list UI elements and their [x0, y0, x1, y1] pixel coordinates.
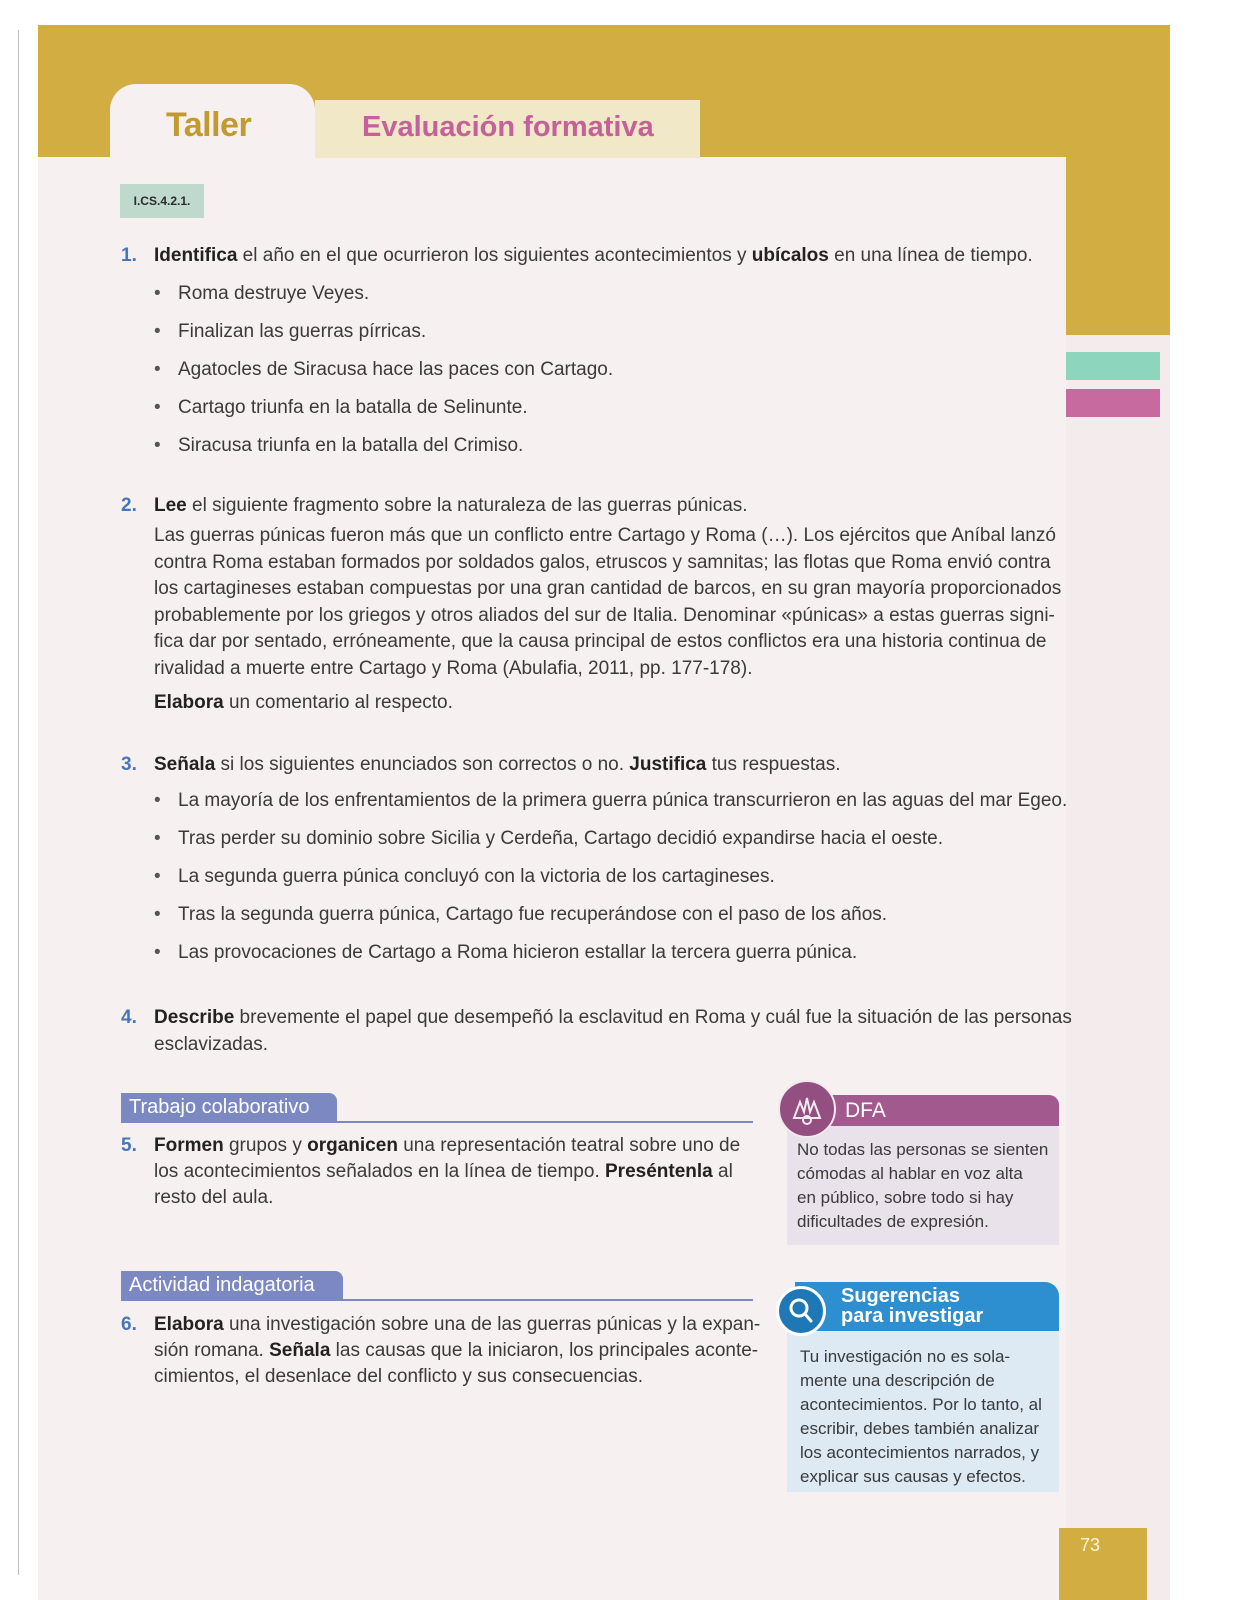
question-text: el siguiente fragmento sobre la naturaleza de las guerras púnicas. [186, 495, 748, 516]
magnifier-icon [776, 1286, 826, 1336]
hands-icon [778, 1080, 836, 1138]
verb: Justifica [629, 754, 707, 775]
verb: Lee [154, 495, 187, 516]
question-text: el año en el que ocurrieron los siguientes acontecimientos y [237, 245, 752, 266]
list-item: • La segunda guerra púnica concluyó con la victoria de los cartagineses. [154, 864, 1067, 902]
question-text: una investigación sobre una de las guerras púnicas y la expan- [223, 1314, 761, 1335]
actividad-indagatoria-heading: Actividad indagatoria [121, 1271, 343, 1300]
question-5 [121, 1133, 761, 1211]
question-text: grupos y [223, 1135, 308, 1156]
side-band [1066, 25, 1170, 335]
quote-line: rivalidad a muerte entre Cartago y Roma (Abulafia, 2011, pp. 177-178). [154, 657, 753, 679]
dfa-title: DFA [845, 1099, 886, 1122]
quote-line: probablemente por los griegos y otros aliados del sur de Italia. Denominar «púnicas» a estas guerras signi- [154, 604, 1055, 626]
dfa-line: dificultades de expresión. [797, 1212, 989, 1231]
list-item: • Cartago triunfa en la batalla de Selinunte. [154, 395, 613, 433]
question-number: 6. [121, 1314, 137, 1335]
question-text: sión romana. [154, 1340, 270, 1361]
question-text: las causas que la iniciaron, los principales aconte- [330, 1340, 759, 1361]
tab-evaluacion-label: Evaluación formativa [362, 111, 654, 143]
list-item: • Las provocaciones de Cartago a Roma hicieron estallar la tercera guerra púnica. [154, 940, 1067, 978]
trabajo-colaborativo-heading: Trabajo colaborativo [121, 1093, 337, 1122]
verb: ubícalos [751, 245, 829, 266]
question-text: un comentario al respecto. [223, 692, 453, 713]
verb: Elabora [154, 1314, 224, 1335]
list-item: • Agatocles de Siracusa hace las paces con Cartago. [154, 357, 613, 395]
list-item: • Finalizan las guerras pírricas. [154, 319, 613, 357]
question-text: en una línea de tiempo. [828, 245, 1033, 266]
verb: Formen [154, 1135, 224, 1156]
sugerencias-line: Tu investigación no es sola- [800, 1347, 1011, 1366]
sugerencias-line: mente una descripción de [800, 1371, 995, 1390]
sugerencias-line: escribir, debes también analizar [800, 1419, 1040, 1438]
question-2-task [154, 690, 453, 717]
sugerencias-text [800, 1345, 1042, 1489]
question-text: resto del aula. [154, 1187, 274, 1208]
tab-taller-label: Taller [166, 106, 252, 144]
sugerencias-line: los acontecimientos narrados, y [800, 1443, 1040, 1462]
sugerencias-line: explicar sus causas y efectos. [800, 1467, 1026, 1486]
question-4-line-2: esclavizadas. [154, 1034, 269, 1055]
dfa-line: No todas las personas se sienten [797, 1140, 1049, 1159]
list-item: • Siracusa triunfa en la batalla del Crimiso. [154, 433, 613, 471]
question-number: 5. [121, 1135, 137, 1156]
question-1 [121, 243, 1033, 269]
sugerencias-title-line: Sugerencias [841, 1285, 960, 1307]
list-item: • Roma destruye Veyes. [154, 281, 613, 319]
question-text: si los siguientes enunciados son correctos o no. [215, 754, 630, 775]
verb: Describe [154, 1007, 235, 1028]
quote-line: Las guerras púnicas fueron más que un conflicto entre Cartago y Roma (…). Los ejércitos que Aníbal lanzó [154, 525, 1056, 546]
sugerencias-line: acontecimientos. Por lo tanto, al [800, 1395, 1042, 1414]
page-edge-line [18, 30, 19, 1575]
question-number: 3. [121, 754, 137, 775]
question-4 [121, 1005, 1072, 1031]
question-text: brevemente el papel que desempeñó la esclavitud en Roma y cuál fue la situación de las personas [234, 1007, 1072, 1028]
teal-marker [1066, 352, 1160, 380]
list-item: • La mayoría de los enfrentamientos de la primera guerra púnica transcurrieron en las aguas del mar Egeo. [154, 788, 1067, 826]
question-3 [121, 752, 841, 778]
sugerencias-title [841, 1286, 983, 1326]
question-3-list [154, 788, 1067, 978]
pink-marker [1066, 389, 1160, 417]
verb: Elabora [154, 692, 224, 713]
question-number: 1. [121, 245, 137, 266]
question-text: cimientos, el desenlace del conflicto y sus consecuencias. [154, 1366, 643, 1387]
verb: Señala [154, 754, 216, 775]
section-rule [121, 1299, 753, 1301]
question-text: una representación teatral sobre uno de [397, 1135, 741, 1156]
quote-line: los cartagineses estaban compuestas por una gran cantidad de barcos, en su gran mayoría proporcionados [154, 578, 1062, 599]
question-text: tus respuestas. [706, 754, 841, 775]
question-text: los acontecimientos señalados en la línea de tiempo. [154, 1161, 605, 1182]
page-number-box [1059, 1528, 1147, 1600]
page-number: 73 [1080, 1535, 1101, 1555]
list-item: • Tras la segunda guerra púnica, Cartago fue recuperándose con el paso de los años. [154, 902, 1067, 940]
verb: Señala [269, 1340, 331, 1361]
indicator-code-badge: I.CS.4.2.1. [120, 184, 204, 218]
question-text: al [712, 1161, 733, 1182]
dfa-text [797, 1138, 1048, 1234]
sugerencias-title-line: para investigar [841, 1305, 984, 1327]
quote-line: contra Roma estaban formados por soldados galos, etruscos y samnitas; las flotas que Roma envió contra [154, 551, 1051, 573]
question-number: 4. [121, 1007, 137, 1028]
question-6 [121, 1312, 761, 1390]
quote-fragment [154, 523, 1061, 682]
section-rule [121, 1121, 753, 1123]
dfa-line: cómodas al hablar en voz alta [797, 1164, 1023, 1183]
question-2 [121, 493, 748, 519]
dfa-line: en público, sobre todo si hay [797, 1188, 1014, 1207]
verb: organicen [307, 1135, 398, 1156]
quote-line: fica dar por sentado, erróneamente, que la causa principal de estos conflictos era una historia continua de [154, 631, 1047, 652]
verb: Identifica [154, 245, 238, 266]
verb: Preséntenla [605, 1161, 713, 1182]
question-number: 2. [121, 495, 137, 516]
question-1-list [154, 281, 613, 471]
list-item: • Tras perder su dominio sobre Sicilia y Cerdeña, Cartago decidió expandirse hacia el oeste. [154, 826, 1067, 864]
